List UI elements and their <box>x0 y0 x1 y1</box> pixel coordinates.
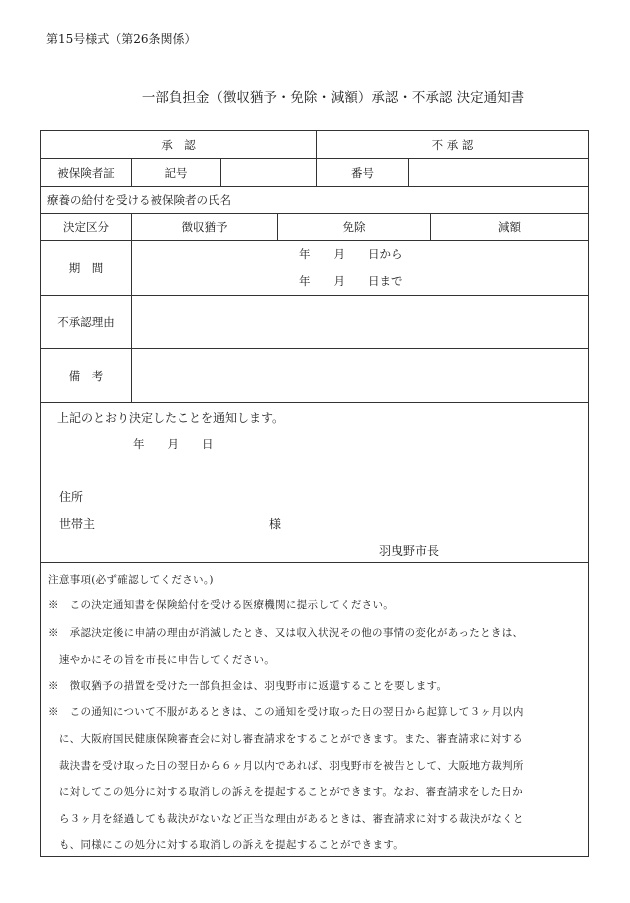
insured-name-label: 療養の給付を受ける被保険者の氏名 <box>47 193 231 207</box>
period-from[interactable]: 年 月 日から <box>299 247 403 261</box>
document-title: 一部負担金（徴収猶予・免除・減額）承認・不承認 決定通知書 <box>141 90 525 106</box>
col-divider <box>131 213 132 402</box>
note-line: に、大阪府国民健康保険審査会に対し審査請求をすることができます。また、審査請求に対する <box>48 733 524 745</box>
remarks-field[interactable] <box>137 349 582 402</box>
reject-reason-label: 不承認理由 <box>57 315 115 329</box>
reject-reason-field[interactable] <box>137 296 582 348</box>
symbol-label: 記号 <box>164 165 188 180</box>
row-divider <box>41 562 588 563</box>
note-line: ※ この決定通知書を保険給付を受ける医療機関に提示してください。 <box>48 599 395 611</box>
reject-header: 不 承 認 <box>431 137 474 152</box>
address-label: 住所 <box>59 490 84 504</box>
issuer: 羽曳野市長 <box>379 544 440 558</box>
notice-message: 上記のとおり決定したことを通知します。 <box>57 411 285 425</box>
number-label: 番号 <box>351 165 374 180</box>
note-line: ※ 承認決定後に申請の理由が消滅したとき、又は収入状況その他の事情の変化があったときは、 <box>48 627 524 639</box>
insured-card-label: 被保険者証 <box>57 165 115 180</box>
decision-option-deferral[interactable]: 徴収猶予 <box>181 220 228 234</box>
symbol-field[interactable] <box>221 159 316 186</box>
note-line: ※ この通知について不服があるときは、この通知を受け取った日の翌日から起算して３ヶ月以内 <box>48 706 524 718</box>
row-divider <box>41 402 588 403</box>
period-to[interactable]: 年 月 日まで <box>299 274 403 288</box>
honorific: 様 <box>269 517 282 531</box>
note-line: ら３ヶ月を経過しても裁決がないなど正当な理由があるときは、審査請求に対する裁決がなくと <box>48 813 524 825</box>
form-number: 第15号様式（第26条関係） <box>46 32 197 46</box>
notes-heading: 注意事項(必ず確認してください。) <box>48 574 214 586</box>
note-line: 速やかにその旨を市長に申告してください。 <box>48 654 276 666</box>
note-line: 裁決書を受け取った日の翌日から６ヶ月以内であれば、羽曳野市を被告として、大阪地方裁判所 <box>48 760 524 772</box>
period-label: 期 間 <box>68 261 104 275</box>
note-line: に対してこの処分に対する取消しの訴えを提起することができます。なお、審査請求をした日か <box>48 786 524 798</box>
number-field[interactable] <box>409 159 588 186</box>
decision-option-exemption[interactable]: 免除 <box>342 220 366 234</box>
householder-label: 世帯主 <box>59 517 96 531</box>
form-frame <box>40 130 589 857</box>
insured-name-field[interactable] <box>311 187 581 213</box>
notice-date[interactable]: 年 月 日 <box>133 437 214 451</box>
note-line: も、同様にこの処分に対する取消しの訴えを提起することができます。 <box>48 839 405 851</box>
note-line: ※ 徴収猶予の措置を受けた一部負担金は、羽曳野市に返還することを要します。 <box>48 680 448 692</box>
decision-label: 決定区分 <box>63 220 109 234</box>
remarks-label: 備 考 <box>68 368 104 383</box>
approve-header: 承 認 <box>161 137 196 152</box>
decision-option-reduction[interactable]: 減額 <box>498 220 521 234</box>
